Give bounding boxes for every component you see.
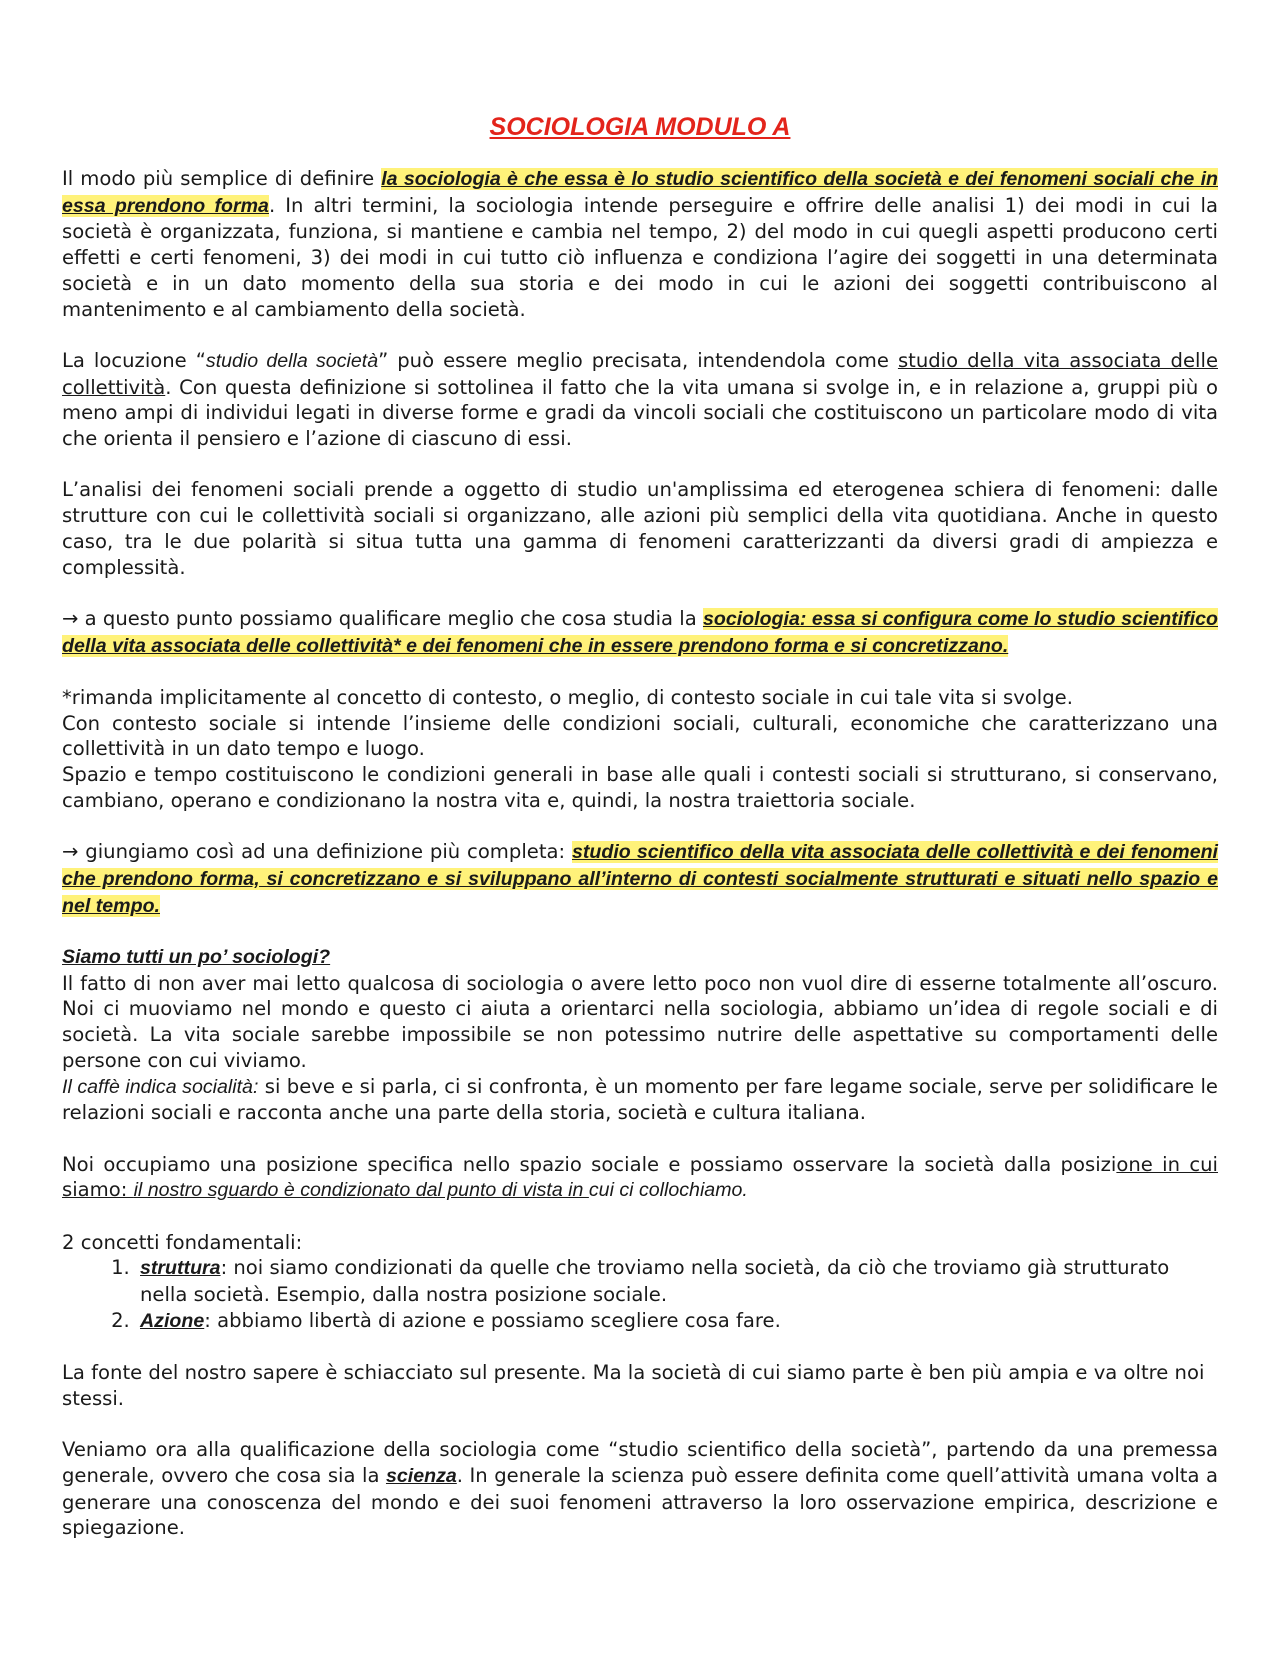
concept-term: struttura	[140, 1257, 221, 1280]
highlighted-definition: studio scientifico della vita associata delle collettività e dei fenomeni che prendono forma, si concretizzano e si sviluppano all’interno di contesti socialmente strutturati e situati nello spazio e nel tempo.	[62, 841, 1219, 917]
text-span: ” può essere meglio precisata, intendendola come	[378, 348, 898, 372]
paragraph-scienza	[62, 1437, 1218, 1541]
italic-phrase: studio della società	[205, 349, 379, 372]
paragraph-qualifica	[62, 606, 1218, 659]
contesto-line: Con contesto sociale si intende l’insieme delle condizioni sociali, culturali, economiche che caratterizzano una collettività in un dato tempo e luogo.	[62, 711, 1218, 761]
scienza-term: scienza	[385, 1465, 457, 1487]
paragraph-locuzione	[62, 348, 1218, 452]
text-span: Noi occupiamo una posizione specifica nello spazio sociale e possiamo osservare la società dalla posizi	[62, 1152, 1117, 1176]
italic-phrase: cui ci collochiamo.	[588, 1179, 748, 1202]
highlighted-definition: sociologia: essa si configura come lo studio scientifico della vita associata delle collettività* e dei fenomeni che in essere prendono forma e si concretizzano.	[62, 607, 1218, 657]
italic-phrase: Il caffè indica socialità:	[62, 1075, 259, 1098]
page-title: SOCIOLOGIA MODULO A	[489, 113, 791, 141]
paragraph-contesto	[62, 685, 1218, 814]
paragraph-posizione	[62, 1152, 1218, 1204]
concepts-list	[62, 1255, 1218, 1334]
section-sociologi	[62, 945, 1218, 1126]
section-paragraph: Il fatto di non aver mai letto qualcosa di sociologia o avere letto poco non vuol dire di esserne totalmente all’oscuro. Noi ci muoviamo nel mondo e questo ci aiuta a orientarci nella sociologia, abbiamo un’idea di regole sociali e di società. La vita sociale sarebbe impossibile se non potessimo nutrire delle aspettative su comportamenti delle persone con cui viviamo.	[62, 971, 1218, 1072]
section-paragraph	[62, 1074, 1218, 1126]
paragraph-analisi: L’analisi dei fenomeni sociali prende a oggetto di studio un'amplissima ed eterogenea schiera di fenomeni: dalle strutture con cui le collettività sociali si organizzano, alle azioni più semplici della vita quotidiana. Anche in questo caso, tra le due polarità si situa tutta una gamma di fenomeni caratterizzanti da diversi gradi di ampiezza e complessità.	[62, 478, 1218, 579]
highlighted-definition: la sociologia è che essa è lo studio scientifico della società e dei fenomeni sociali che in essa prendono forma	[62, 168, 1218, 217]
section-heading: Siamo tutti un po’ sociologi?	[62, 946, 331, 968]
underlined-phrase: collettività	[62, 375, 166, 399]
concept-description: : abbiamo libertà di azione e possiamo scegliere cosa fare.	[204, 1308, 781, 1332]
underlined-phrase: studio della vita associata delle	[897, 348, 1218, 372]
paragraph-definition	[62, 166, 1218, 322]
concept-description: : noi siamo condizionati da quelle che troviamo nella società, da ciò che troviamo già strutturato nella società. Esempio, dalla nostra posizione sociale.	[140, 1256, 1170, 1307]
concept-term: Azione	[140, 1309, 205, 1332]
text-span: → a questo punto possiamo qualificare meglio che cosa studia la	[62, 606, 703, 630]
text-span: La locuzione “	[62, 348, 206, 372]
concepts-block	[62, 1230, 1218, 1335]
contesto-line: *rimanda implicitamente al concetto di contesto, o meglio, di contesto sociale in cui tale vita si svolge.	[62, 686, 1073, 709]
list-item	[136, 1308, 1218, 1335]
underlined-phrase: one in cui siamo:	[62, 1152, 1218, 1202]
concepts-heading: 2 concetti fondamentali:	[62, 1230, 303, 1254]
text-span: Veniamo ora alla qualificazione della sociologia come “studio scientifico della società”, partendo da una premessa generale, ovvero che cosa sia la	[62, 1438, 1218, 1487]
paragraph-definizione-completa	[62, 839, 1218, 919]
paragraph-fonte: La fonte del nostro sapere è schiacciato sul presente. Ma la società di cui siamo parte è ben più ampia e va oltre noi stessi.	[62, 1361, 1205, 1410]
underlined-italic-phrase: il nostro sguardo è condizionato dal punto di vista in	[133, 1179, 589, 1202]
contesto-line: Spazio e tempo costituiscono le condizioni generali in base alle quali i contesti sociali si strutturano, si conservano, cambiano, operano e condizionano la nostra vita e, quindi, la nostra traiettoria sociale.	[62, 763, 1218, 812]
text-span: . Con questa definizione si sottolinea il fatto che la vita umana si svolge in, e in relazione a, gruppi più o meno ampi di individui legati in diverse forme e gradi da vincoli sociali che costituiscono un particolare modo di vita che orienta il pensiero e l’azione di ciascuno di essi.	[62, 375, 1218, 451]
text-span: . In altri termini, la sociologia intende perseguire e offrire delle analisi 1) dei modi in cui la società è organizzata, funziona, si mantiene e cambia nel tempo, 2) del modo in cui quegli aspetti producono certi effetti e certi fenomeni, 3) dei modi in cui tutto ciò influenza e condiziona l’agire dei soggetti in una determinata società e in un dato momento della sua storia e dei modo in cui le azioni dei soggetti contribuiscono al mantenimento e al cambiamento della società.	[62, 193, 1218, 321]
text-span: Il modo più semplice di definire	[62, 167, 382, 190]
list-item	[136, 1255, 1218, 1307]
text-span: . In generale la scienza può essere definita come quell’attività umana volta a generare una conoscenza del mondo e dei suoi fenomeni attraverso la loro osservazione empirica, descrizione e spiegazione.	[62, 1464, 1218, 1540]
text-span: si beve e si parla, ci si confronta, è un momento per fare legame sociale, serve per solidificare le relazioni sociali e racconta anche una parte della storia, società e cultura italiana.	[62, 1074, 1218, 1125]
text-span: → giungiamo così ad una definizione più completa:	[62, 840, 572, 864]
